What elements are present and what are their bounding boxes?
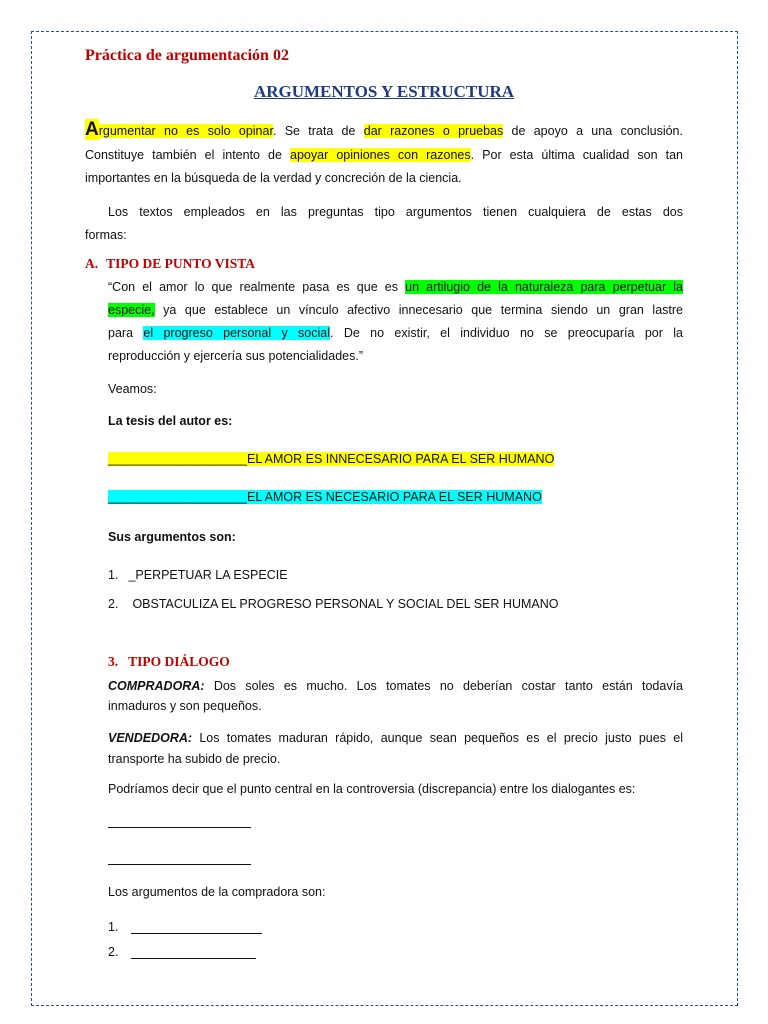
argument-item-2: 2. OBSTACULIZA EL PROGRESO PERSONAL Y SOCIAL DEL SER HUMANO [108,597,559,611]
compradora-arg-1-blank[interactable] [131,921,262,934]
answer-line-1[interactable] [108,815,251,828]
compradora-arg-2: 2. [108,945,119,959]
highlight-dar-razones: dar razones o pruebas [363,124,504,138]
speaker-vendedora: VENDEDORA: [108,731,193,745]
section-3-heading: 3. TIPO DIÁLOGO [108,654,230,669]
highlight-apoyar-opiniones: apoyar opiniones con razones [290,148,471,162]
drop-cap: A [85,119,99,140]
para2-line-2: formas: [85,228,127,242]
section-a-heading: A. TIPO DE PUNTO VISTA [85,256,256,271]
highlight-especie: especie, [108,303,155,317]
tesis-option-1[interactable]: ____________________EL AMOR ES INNECESARIO PARA EL SER HUMANO [108,452,555,466]
compradora-line-2: inmaduros y son pequeños. [108,699,262,713]
compradora-arg-1: 1. [108,920,119,934]
answer-blank-2[interactable]: ____________________ [108,490,248,504]
highlight-artilugio: un artilugio de la naturaleza para perpetuar la [405,280,683,294]
compradora-arg-2-blank[interactable] [131,946,256,959]
vendedora-line-2: transporte ha subido de precio. [108,752,281,766]
compradora-args-label: Los argumentos de la compradora son: [108,885,326,899]
quote-line-1: “Con el amor lo que realmente pasa es que es un artilugio de la naturaleza para perpetuar la [108,280,683,294]
intro-line-3: importantes en la búsqueda de la verdad y concreción de la ciencia. [85,171,462,185]
document-title: Práctica de argumentación 02 [85,47,289,64]
quote-line-3: para el progreso personal y social. De no existir, el individuo no se preocuparía por la [108,326,683,340]
tesis-label: La tesis del autor es: [108,414,233,428]
intro-line-2: Constituye también el intento de apoyar opiniones con razones. Por esta última cualidad son tan [85,148,684,162]
tesis-option-2[interactable]: ____________________EL AMOR ES NECESARIO PARA EL SER HUMANO [108,490,542,504]
vendedora-line-1: VENDEDORA: Los tomates maduran rápido, aunque sean pequeños es el precio justo pues el [108,731,683,745]
highlight-progreso: el progreso personal y social [143,326,330,340]
main-heading: ARGUMENTOS Y ESTRUCTURA [253,82,515,101]
argument-item-1: 1. _PERPETUAR LA ESPECIE [108,568,288,582]
controversy-question: Podríamos decir que el punto central en la controversia (discrepancia) entre los dialogantes es: [108,782,636,796]
answer-line-2[interactable] [108,852,251,865]
highlight-argumentar: rgumentar no es solo opinar [98,124,273,138]
answer-blank-1[interactable]: ____________________ [108,452,248,466]
para2-line-1: Los textos empleados en las preguntas tipo argumentos tienen cualquiera de estas dos [108,205,683,219]
veamos-label: Veamos: [108,382,157,396]
argumentos-label: Sus argumentos son: [108,530,236,544]
quote-line-2: especie, ya que establece un vínculo afectivo innecesario que termina siendo un gran lastre [108,303,683,317]
compradora-line-1: COMPRADORA: Dos soles es mucho. Los tomates no deberían costar tanto están todavía [108,679,683,693]
speaker-compradora: COMPRADORA: [108,679,205,693]
intro-line-1: Argumentar no es solo opinar. Se trata de dar razones o pruebas de apoyo a una conclusión. [85,119,683,140]
quote-line-4: reproducción y ejercería sus potencialidades.” [108,349,363,363]
